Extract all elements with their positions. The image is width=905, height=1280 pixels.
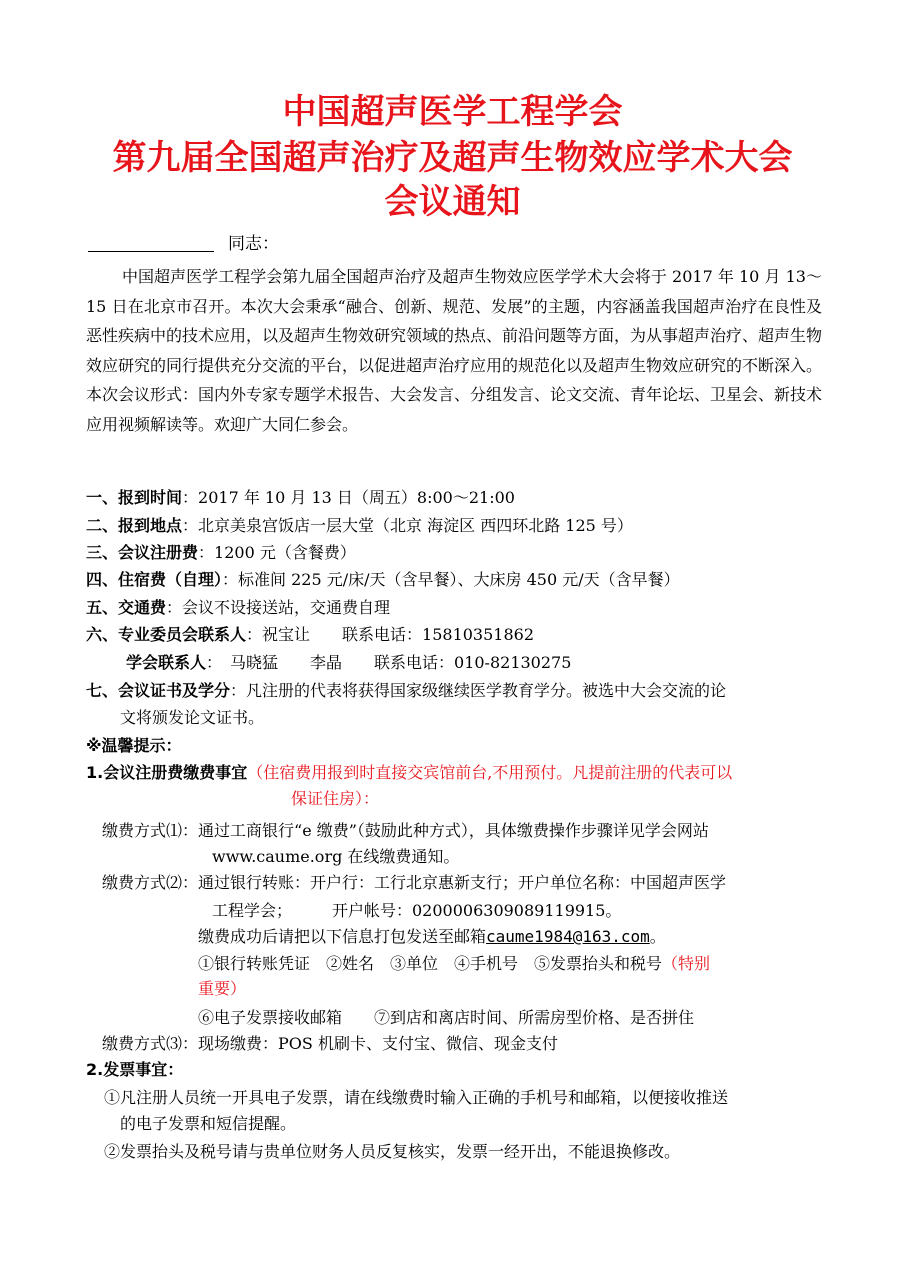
item-transport-fee <box>86 595 390 621</box>
title-conference: 第九届全国超声治疗及超声生物效应学术大会 <box>112 138 793 178</box>
item-text: ：会议不设接送站，交通费自理 <box>166 598 391 617</box>
item-text: ： 马晓猛 李晶 联系电话：010-82130275 <box>206 653 572 672</box>
payment-text: 现场缴费：POS 机刷卡、支付宝、微信、现金支付 <box>198 1034 558 1053</box>
item-certificate-credits <box>86 678 726 704</box>
invoice-note-1-cont: 的电子发票和短信提醒。 <box>120 1114 297 1133</box>
section-title: 1.会议注册费缴费事宜 <box>86 763 248 782</box>
instruction-text: 缴费成功后请把以下信息打包发送至邮箱 <box>198 927 487 946</box>
instruction-end: 。 <box>649 927 666 946</box>
payment-method-2 <box>102 870 726 896</box>
item-checkin-time <box>86 485 515 511</box>
item-number: 一、 <box>86 488 119 507</box>
item-text: ：凡注册的代表将获得国家级继续医学教育学分。被选中大会交流的论 <box>230 681 727 700</box>
required-info-list-1 <box>198 951 710 977</box>
payment-method-2-cont: 工程学会； 开户帐号：0200006309089119915。 <box>212 901 622 920</box>
intro-paragraph: 中国超声医学工程学会第九届全国超声治疗及超声生物效应医学学术大会将于 2017 年 10 月 13～15 日在北京市召开。本次大会秉承“融合、创新、规范、发展”的主题，内容涵盖我国超声治疗在良性及恶性疾病中的技术应用，以及超声生物效研究领域的热点、前沿问题等方面，为从事超声治疗、超声生物效应研究的同行提供充分交流的平台，以促进超声治疗应用的规范化以及超声生物效应研究的不断深入。本次会议形式：国内外专家专题学术报告、大会发言、分组发言、论文交流、青年论坛、卫星会、新技术应用视频解读等。欢迎广大同仁参会。 <box>86 267 823 434</box>
payment-text: 通过银行转账：开户行：工行北京惠新支行；开户单位名称：中国超声医学 <box>198 873 727 892</box>
item-label: 会议注册费 <box>118 543 199 562</box>
payment-method-1-cont: www.caume.org 在线缴费通知。 <box>212 847 460 866</box>
item-number: 三、 <box>86 543 119 562</box>
payment-label: 缴费方式⑴： <box>102 821 199 840</box>
name-blank-line <box>88 233 214 252</box>
payment-label: 缴费方式⑵： <box>102 873 199 892</box>
invoice-note-2: ②发票抬头及税号请与贵单位财务人员反复核实，发票一经开出，不能退换修改。 <box>104 1142 681 1161</box>
payment-method-1 <box>102 818 709 844</box>
item-number: 七、 <box>86 681 119 700</box>
info-list-important-red-cont: 重要） <box>198 979 247 998</box>
salutation-text: 同志： <box>228 234 279 254</box>
item-label: 报到地点 <box>118 516 183 535</box>
tips-fee-section-title <box>86 760 732 786</box>
invoice-section-title: 2.发票事宜： <box>86 1060 184 1079</box>
salutation <box>88 231 279 257</box>
item-number: 五、 <box>86 598 119 617</box>
item-committee-contact <box>86 622 534 648</box>
payment-method-3 <box>102 1031 558 1057</box>
send-info-instruction <box>198 924 666 950</box>
item-label: 报到时间 <box>118 488 183 507</box>
section-note-red: （住宿费用报到时直接交宾馆前台,不用预付。凡提前注册的代表可以 <box>247 763 733 782</box>
title-notice: 会议通知 <box>384 182 521 222</box>
item-certificate-credits-cont: 文将颁发论文证书。 <box>120 708 265 727</box>
item-label: 交通费 <box>118 598 167 617</box>
item-label: 学会联系人 <box>126 653 207 672</box>
item-text: ：祝宝让 联系电话：15810351862 <box>246 625 535 644</box>
required-info-list-2: ⑥电子发票接收邮箱 ⑦到店和离店时间、所需房型价格、是否拼住 <box>198 1008 695 1027</box>
item-text: ：标准间 225 元/床/天（含早餐）、大床房 450 元/天（含早餐） <box>222 570 680 589</box>
item-accommodation-fee <box>86 567 680 593</box>
tips-heading: ※温馨提示： <box>86 736 182 755</box>
item-label: 专业委员会联系人 <box>118 625 247 644</box>
item-registration-fee <box>86 540 356 566</box>
payment-label: 缴费方式⑶： <box>102 1034 199 1053</box>
item-number: 二、 <box>86 516 119 535</box>
email-link[interactable]: caume1984@163.com <box>486 927 650 946</box>
section-note-red-cont: 保证住房）： <box>291 789 380 808</box>
info-list-text: ①银行转账凭证 ②姓名 ③单位 ④手机号 ⑤发票抬头和税号 <box>198 954 663 973</box>
item-text: ：北京美泉宫饭店一层大堂（北京 海淀区 西四环北路 125 号） <box>182 516 633 535</box>
item-text: ：2017 年 10 月 13 日（周五）8:00～21:00 <box>182 488 515 507</box>
item-number: 六、 <box>86 625 119 644</box>
item-number: 四、 <box>86 570 119 589</box>
item-text: ：1200 元（含餐费） <box>198 543 356 562</box>
invoice-note-1: ①凡注册人员统一开具电子发票，请在线缴费时输入正确的手机号和邮箱，以便接收推送 <box>104 1088 729 1107</box>
item-society-contact <box>126 650 571 676</box>
item-label: 住宿费（自理） <box>118 570 223 589</box>
title-society: 中国超声医学工程学会 <box>282 92 623 132</box>
info-list-important-red: （特别 <box>662 954 711 973</box>
payment-text: 通过工商银行“e 缴费”（鼓励此种方式），具体缴费操作步骤详见学会网站 <box>198 821 709 840</box>
item-label: 会议证书及学分 <box>118 681 231 700</box>
item-checkin-place <box>86 513 633 539</box>
